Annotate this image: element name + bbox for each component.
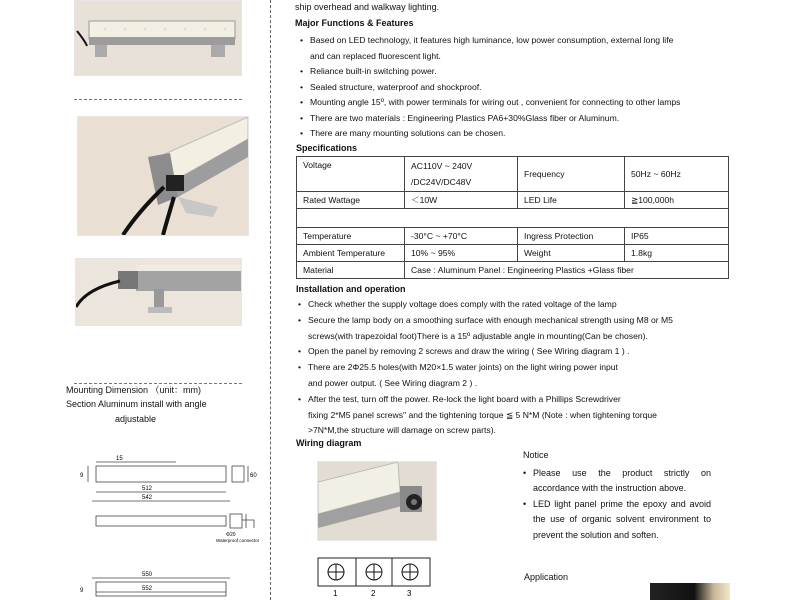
list-item: • There are 2Φ25.5 holes(with M20×1.5 water joints) on the light wiring power input — [294, 360, 673, 376]
specifications-table — [296, 156, 729, 279]
mounting-dimension-title: Mounting Dimension （unit：mm) — [66, 385, 202, 395]
notice-item-2-text: LED light panel prime the epoxy and avoid the use of organic solvent environment to prevent the solution and soften. — [533, 498, 711, 540]
list-item: • Mounting angle 15º, with power terminals for wiring out , convenient for connecting to other lamps — [296, 95, 680, 111]
dimension-drawing — [66, 440, 276, 600]
bullet: • — [523, 498, 527, 509]
installation-title: Installation and operation — [296, 284, 406, 294]
spec-blank-row — [297, 209, 729, 228]
ambient-value: 10% ~ 95% — [405, 245, 518, 262]
dim-552: 552 — [142, 586, 153, 592]
list-item: • Check whether the supply voltage does comply with the rated voltage of the lamp — [294, 297, 673, 313]
weight-value: 1.8kg — [625, 245, 729, 262]
dim-9b: 9 — [80, 588, 84, 594]
product-photo-top — [74, 0, 242, 76]
list-item: • There are two materials : Engineering Plastics PA6+30%Glass fiber or Aluminum. — [296, 111, 680, 127]
dim-542: 542 — [142, 495, 153, 501]
bullet: • — [523, 467, 527, 478]
product-photo-middle — [77, 116, 249, 236]
wiring-photo-image — [318, 462, 436, 540]
list-item: • Open the panel by removing 2 screws and draw the wiring ( See Wiring diagram 1 ) . — [294, 344, 673, 360]
temperature-value: -30°C ~ +70°C — [405, 228, 518, 245]
ingress-value: IP65 — [625, 228, 729, 245]
list-item: • Reliance built-in switching power. — [296, 64, 680, 80]
led-end-cap-image — [78, 117, 248, 235]
list-item: and can replaced fluorescent light. — [310, 50, 441, 61]
notice-item-1-text: Please use the product strictly on accordance with the instruction above. — [533, 467, 711, 493]
installation-list — [294, 297, 673, 439]
terminal-2-label: 2 — [371, 589, 376, 598]
dim-512: 512 — [142, 486, 153, 492]
material-value: Case : Aluminum Panel : Engineering Plastics +Glass fiber — [405, 262, 729, 279]
terminal-3-label: 3 — [407, 589, 412, 598]
voltage-value — [405, 157, 518, 192]
specifications-title: Specifications — [296, 143, 358, 153]
list-item: • There are many mounting solutions can be chosen. — [296, 126, 680, 142]
wattage-label: Rated Wattage — [297, 192, 405, 209]
wattage-value: ＜10W — [405, 192, 518, 209]
notice-section — [523, 448, 711, 543]
list-item: • After the test, turn off the power. Re-lock the light board with a Phillips Screwdriver — [294, 392, 673, 408]
product-photo-bottom — [75, 258, 242, 326]
mounting-dimension-subtitle-2: adjustable — [115, 414, 157, 424]
dim-60: 60 — [250, 473, 257, 479]
notice-title: Notice — [523, 450, 549, 460]
ingress-label: Ingress Protection — [518, 228, 625, 245]
divider — [74, 99, 242, 100]
life-label: LED Life — [518, 192, 625, 209]
column-divider — [270, 0, 271, 600]
notice-item-1 — [523, 466, 711, 497]
wiring-title: Wiring diagram — [296, 438, 362, 448]
notice-item-2 — [523, 497, 711, 544]
waterproof-connector-label: Waterproof connector — [216, 538, 260, 543]
dim-550: 550 — [142, 572, 153, 578]
ambient-label: Ambient Temperature — [297, 245, 405, 262]
temperature-label: Temperature — [297, 228, 405, 245]
functions-title: Major Functions & Features — [295, 18, 414, 28]
application-photo — [650, 583, 730, 600]
functions-list — [296, 33, 680, 142]
material-label: Material — [297, 262, 405, 279]
terminal-1-label: 1 — [333, 589, 338, 598]
voltage-value-dc: /DC24V/DC48V — [411, 177, 472, 187]
list-item: • Sealed structure, waterproof and shockproof. — [296, 80, 680, 96]
application-title: Application — [524, 572, 569, 582]
voltage-value-ac: AC110V ~ 240V — [411, 161, 473, 171]
dim-15: 15 — [116, 456, 123, 462]
wiring-photo — [317, 461, 437, 541]
led-bracket-image — [76, 259, 241, 325]
intro-tail: ship overhead and walkway lighting. — [295, 2, 440, 12]
led-bar-image — [75, 1, 241, 75]
list-item: • Based on LED technology, it features high luminance, low power consumption, external long life — [296, 33, 680, 49]
life-value: ≧100,000h — [625, 192, 729, 209]
frequency-value: 50Hz ~ 60Hz — [625, 157, 729, 192]
list-item: >7N*M,the structure will damage on screw parts). — [308, 425, 496, 436]
voltage-label: Voltage — [297, 157, 405, 192]
terminal-block-diagram — [316, 556, 434, 600]
list-item: and power output. ( See Wiring diagram 2 ) . — [308, 377, 478, 388]
mounting-dimension-subtitle: Section Aluminum install with angle — [66, 399, 207, 409]
frequency-label: Frequency — [518, 157, 625, 192]
dim-phi20: Φ20 — [226, 532, 236, 538]
list-item: fixing 2*M5 panel screws" and the tightening torque ≦ 5 N*M (Note : when tightening torque — [308, 409, 657, 420]
dim-9: 9 — [80, 473, 84, 479]
list-item: • Secure the lamp body on a smoothing surface with enough mechanical strength using M8 or M5 — [294, 313, 673, 329]
list-item: screws(with trapezoidal foot)There is a 15º adjustable angle in mounting(Can be chosen). — [308, 330, 648, 341]
weight-label: Weight — [518, 245, 625, 262]
